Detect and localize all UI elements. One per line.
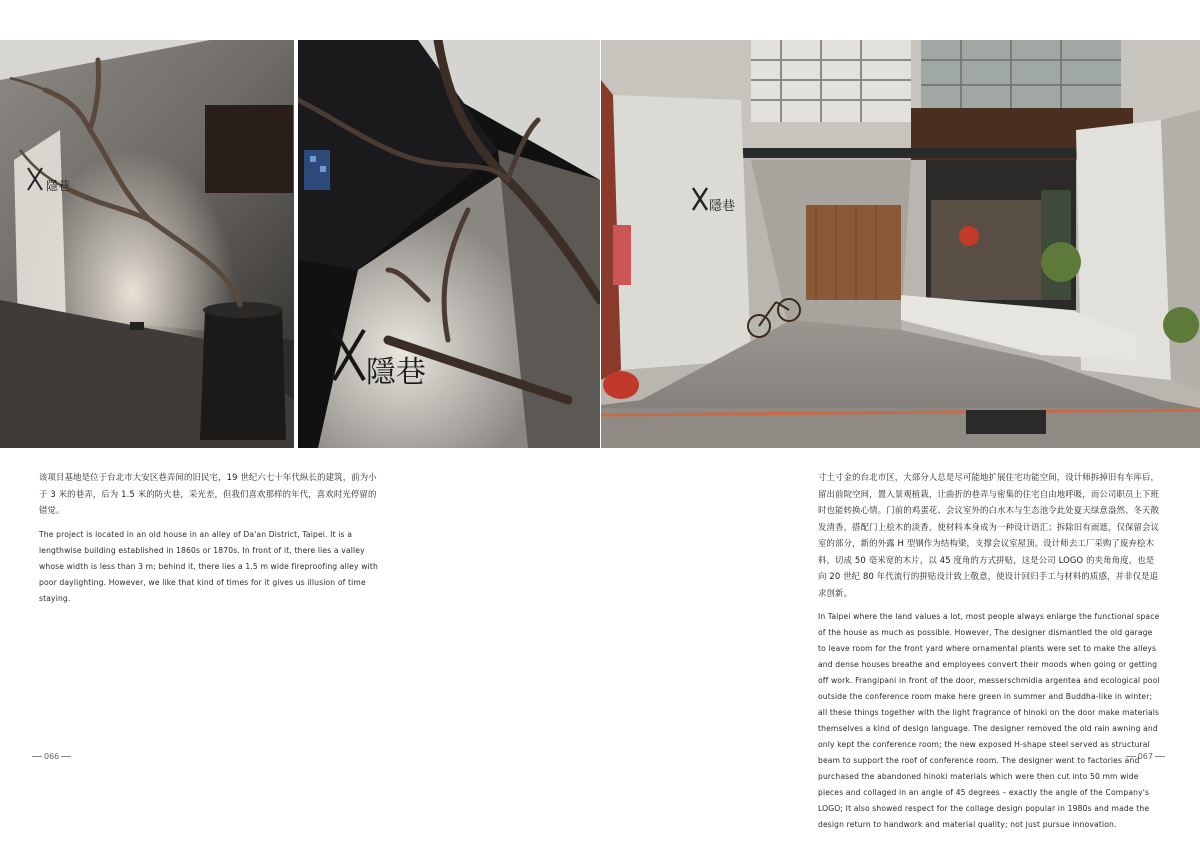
right-page-text [818,469,1162,841]
right-chinese-paragraph: 寸土寸金的台北市区，大部分人总是尽可能地扩展住宅功能空间，设计师拆掉旧有车库后，留出前院空间，置入景观植栽，让曲折的巷弄与密集的住宅自由地呼吸，而公司职员上下班时也能转换心情。门前的鸡蛋花、会议室外的白水木与生态池令此处夏天绿意盎然、冬天散发清香，搭配门上桧木的淡香，使材料本身成为一种设计语汇；拆除旧有雨遮，仅保留会议室的部分，新的外露 H 型钢作为结构梁，支撑会议室屋顶。设计师去工厂采购了废弃桧木料，切成 50 毫米宽的木片，以 45 度角的方式拼贴，这是公司 LOGO 的夹角角度，也是向 20 世纪 80 年代流行的拼贴设计致上敬意，使设计回归手工与材料的质感，并非仅是追求创新。 [818,472,1160,598]
left-page-text [39,469,379,615]
page-number-right-value: 067 [1137,752,1153,761]
left-chinese-paragraph: 该项目基地是位于台北市大安区巷弄间的旧民宅，19 世纪六七十年代纵长的建筑，前为小于 3 米的巷弄，后为 1.5 米的防火巷，采光差，但我们喜欢那样的年代，喜欢时光停留的错觉。 [39,472,377,515]
logo-sign-3: 隱巷 [709,199,736,214]
logo-sign-1: 隱巷 [46,179,71,193]
logo-sign-2: 隱巷 [366,355,426,390]
photo-street-facade [601,40,1200,448]
page-number-left [30,752,73,761]
page-number-right [1124,752,1167,761]
photo-logo-closeup [298,40,600,448]
page-number-left-value: 066 [44,752,60,761]
photo-corridor-wall [0,40,294,448]
left-english-paragraph: The project is located in an old house in an alley of Da'an District, Taipei. It is a lengthwise building established in 1860s or 1870s. In front of it, there lies a valley whose width is less than 3 m; behind it, there lies a 1.5 m wide fireproofing alley with poor daylighting. However, we like that kind of times for it gives us illusion of time staying. [39,529,378,603]
right-english-paragraph: In Taipei where the land values a lot, most people always enlarge the functional space of the house as much as possible. However, The designer dismantled the old garage to leave room for the front yard where ornamental plants were set to make the alleys and dense houses breathe and employees convert their moods when going or getting off work. Frangipani in front of the door, messerschmidia argentea and ecological pool outside the conference room make here green in summer and Buddha-like in winter; all these things together with the light fragrance of hinoki on the door make materials themselves a kind of design language. The designer removed the old rain awning and only kept the conference room; the new exposed H-shape steel served as structural beam to support the roof of conference room. The designer went to factories and purchased the abandoned hinoki materials which were then cut into 50 mm wide pieces and collaged in an angle of 45 degrees – exactly the angle of the Company's LOGO; It also showed respect for the collage design popular in 1980s and made the design return to handwork and material quality; not just pursue innovation. [818,612,1160,829]
